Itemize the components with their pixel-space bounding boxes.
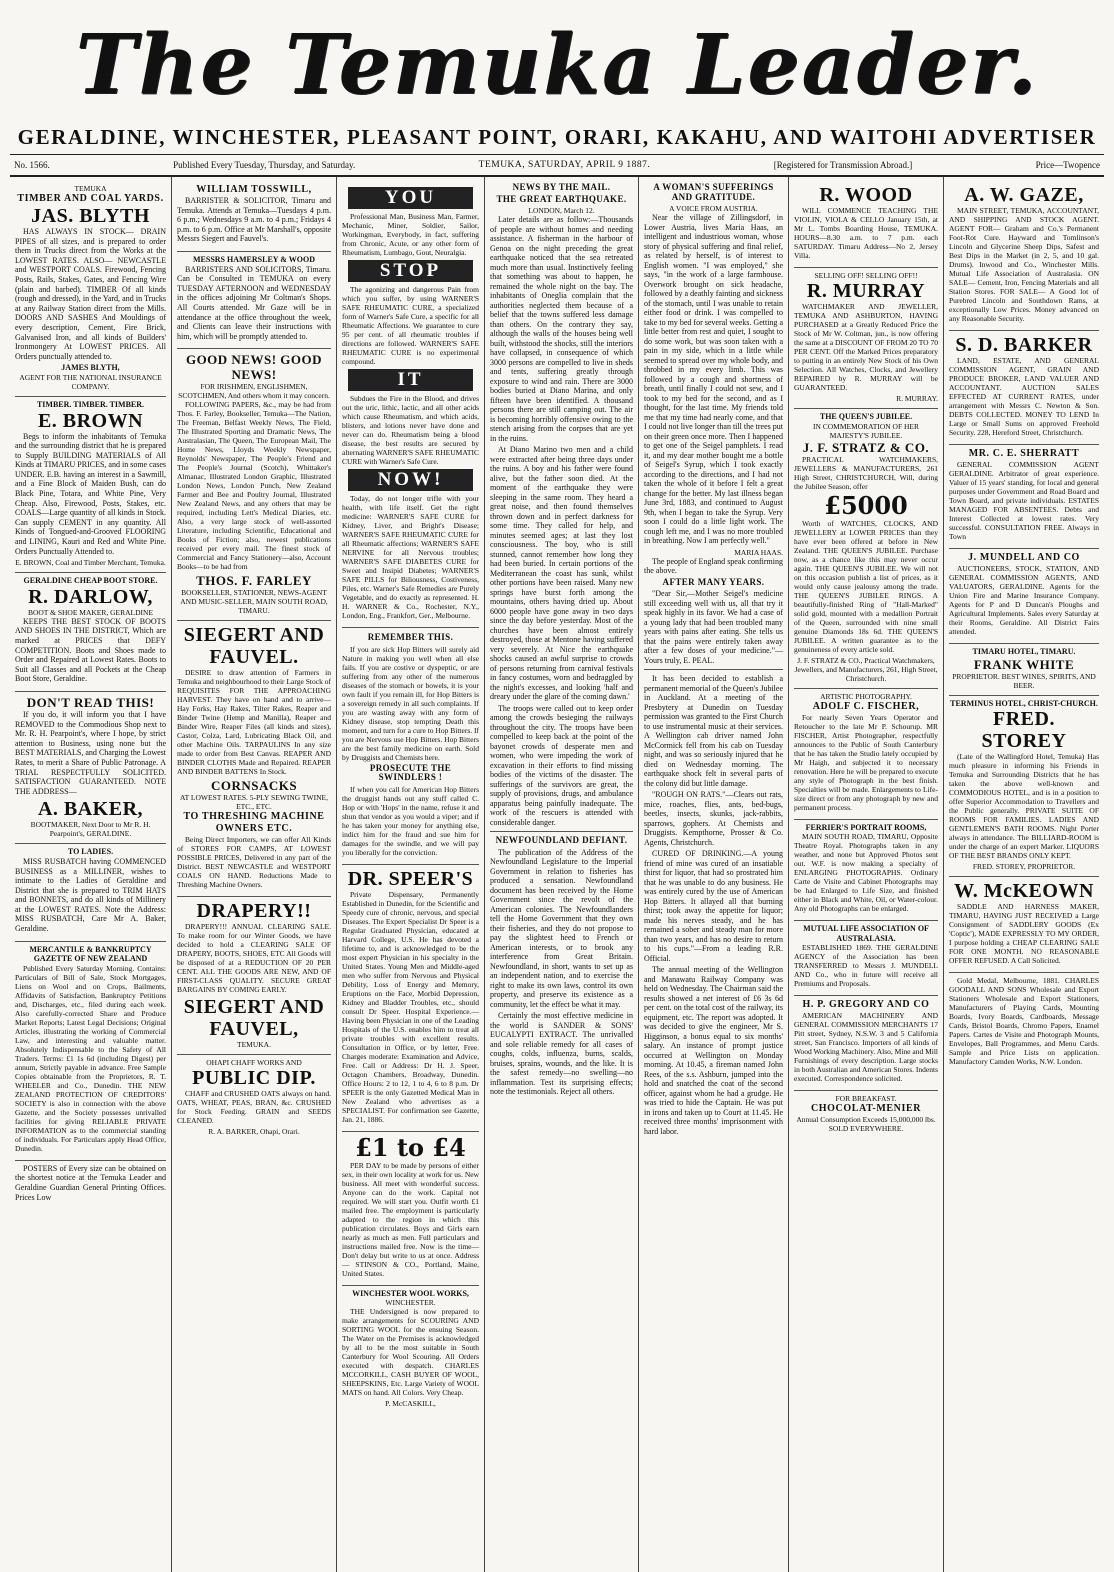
earthquake-paragraph: The troops were called out to keep order among the crowds besieging the railways throughout the city. The troops have been compelled to keep back at the point of the bayonet crowds of desperate men and women, who were impeding the work of excavation in their efforts to find missing bodies of the victims of the disaster. The sufferings of the survivors are great, the supply of provisions, drugs, and ambulance apparatus being painfully inadequate. The work of the rescuers is attended with considerable danger. [490, 703, 633, 827]
it-text: Subdues the Fire in the Blood, and drives out the uric, lithic, lactic, and all other acids which cause Rheumatism, and which acids, blisters, and lotions never have done and never can do. Rheumatism being a blood disease, the best results are secured by alternating WARNER'S SAFE RHEUMATIC CURE with Warner's Safe Cure. [342, 394, 479, 466]
blyth-body [15, 227, 166, 361]
murray-text: WATCHMAKER AND JEWELLER, TEMUKA AND ASHBURTON, HAVING PURCHASED at a Greatly Reduced Price the Stock of Mr W. Coltman, jun., is now offering the same at a DISCOUNT OF FROM 20 TO 70 PER CENT. Off the Marked Prices preparatory to putting in an entirely New Stock of his Own Selection. All Watches, Clocks, and Jewellery REPAIRED by R. MURRAY will be GUARANTEED. [794, 302, 938, 392]
speer-text: Private Dispensary, Permanently Established in Dunedin, for the Scientific and Speedy cure of chronic, nervous, and special Diseases. The Expert Specialist Dr Speer is a Regular Graduated Physician, educated at Harvard College, U.S. He has devoted a lifetime to, and is acknowledged to be the most expert Physician in his specialty in the United States. Young Men and Middle-aged men who suffer from Nervous and Physical Debility, Loss of Energy and Memory, Eruptions on the Face, Morbid Depression, Kidney and Bladder Troubles, etc., should consult Dr Speer. Hospital Experience.—Having been Physician in one of the Leading Hospitals of the U.S. enables him to treat all private troubles with excellent results. Consultation in Office, or by letter, Free. Charges moderate: Examination and Advice, Free. Call or Address: Dr H. J. Speer, Octagon Chambers, Broadway, Dunedin. Office Hours: 2 to 12, 1 to 4, 6 to 8 p.m. Dr SPEER is the only Gazetted Medical Man in New Zealand who advertises as a SPECIALIST. For confirmation see Gazette, Jan. 21, 1886. [342, 889, 479, 1124]
eucalypti-paragraph: Certainly the most effective medicine in the world is SANDER & SONS' EUCALYPTI EXTRACT. The unrivalled and sole reliable remedy for all cases of coughs, colds, influenza, burns, scalds, bruises, sprains, wounds, and the like. It is the safest remedy—no swelling—no inflammation. Test its surprising effects; note the testimonials. Reject all others. [490, 1011, 633, 1097]
blyth-signature: JAMES BLYTH, [61, 363, 120, 373]
brown-ad [15, 397, 166, 573]
barker-name: S. D. BARKER [955, 334, 1093, 356]
dip-ad [177, 1055, 331, 1141]
gregory-body [794, 1011, 938, 1083]
blyth-heading: TIMBER AND COAL YARDS. [17, 193, 164, 204]
posters-body [15, 1164, 166, 1202]
prosecute-heading: PROSECUTE THE SWINDLERS ! [369, 762, 452, 783]
drapery-text: DRAPERY!!! ANNUAL CLEARING SALE. To make room for our Winter Goods, we have decided to hold a CLEARING SALE OF DRAPERY, BOOTS, SHOES, ETC All Goods will be disposed of at a REDUCTION OF 20 PER CENT. ALL THE GOODS ARE NEW, AND OF FIRST-CLASS QUALITY. SECURE GREAT BARGAINS BY COMING EARLY. [177, 922, 331, 995]
baker-signature: BOOTMAKER, Next Door to Mr R. H. Pearpoint's, GERALDINE. [30, 820, 151, 839]
masthead [10, 6, 1104, 124]
stop-text: The agonizing and dangerous Pain from which you suffer, by using WARNER'S SAFE RHEUMATIC CURE, a specialized form of Warner's Safe Cure, a specific for all Rheumatic Affections. We guarantee to cure 95 per cent. of all rheumatic troubles if directions are followed. WARNER'S SAFE RHEUMATIC CURE is no experimental compound. [342, 285, 479, 366]
murray-name: R. MURRAY [806, 280, 926, 302]
you-heading: YOU [348, 187, 473, 209]
dip-sub: OHAPI CHAFF WORKS AND [206, 1058, 302, 1068]
posters-text: POSTERS of Every size can be obtained on the shortest notice at the Temuka Leader and Geraldine Guardian General Printing Offices. Prices Low [15, 1163, 166, 1202]
gregory-ad [794, 996, 938, 1091]
farley-name: THOS. F. FARLEY [196, 573, 312, 589]
stinson-ad [342, 1132, 479, 1286]
remember-body [342, 645, 479, 762]
stratz-top: THE QUEEN'S JUBILEE. [819, 412, 913, 421]
earthquake-paragraph: At Diano Marino two men and a child were extracted after being three days under the ruins. A boy and his father were found alive, but the father soon died. At the moment of the earthquake they were sleeping in the same room. They heard a great noise, and then found themselves thrown down and in perfect darkness for some time. They called for help, and minutes seemed ages; at last they lost consciousness. The boy, who is still stunned, cannot remember how long they had been buried. In certain portions of the Mediterranean the coast has sunk, whilst other portions have been raised. Many new springs have burst forth among the mountains, others having dried up. About 6000 people have gone away in two days since the day before yesterday. Most of the churches have been almost entirely destroyed, those at Mentone having suffered very severely. At Nice the earthquake shocks caused an awful surprise to crowds of persons returning from carnival festivals in fancy costumes, worn and bedraggled by the night's excesses, and looking 'half and dreary under the glare of the coming dawn.' [490, 445, 633, 702]
farley-ad [177, 349, 331, 621]
brown-signature: E. BROWN, Coal and Timber Merchant, Temuka. [15, 558, 166, 568]
darlow-top: GERALDINE CHEAP BOOT STORE. [23, 576, 158, 586]
rusbatch-top: TO LADIES. [67, 847, 114, 857]
woman-signature: MARIA HAAS. [734, 547, 783, 557]
woman-heading: A WOMAN'S SUFFERINGS AND GRATITUDE. [653, 182, 774, 202]
siegert-text: DESIRE to draw attention of Farmers in Temuka and neighbourhood to their Large Stock of REQUISITES FOR THE APPROACHING HARVEST. They have on hand and to arrive— Hay Forks, Hay Rakes, Tilter Rakes, Reaper and Binder Twine (Hemp and Manilla), Reaper and Binder Wire, Reaper Files (all kinds and sizes), Castor, Colza, Lard, Lubricating Black Oil, and other Machine Oils. TARPAULINS In any size made to order from Best Canvas. REAPER AND BINDER CLOTHS Made and Repaired. REAPER AND BINDER BATTENS In Stock. [177, 668, 331, 777]
storey-signature: FRED. STOREY, PROPRIETOR. [972, 862, 1076, 872]
fischer-ad [794, 689, 938, 820]
mundell-ad [949, 549, 1099, 644]
wool-heading: WINCHESTER WOOL WORKS, [352, 1288, 469, 1298]
baker-top: DON'T READ THIS! [26, 694, 155, 710]
siegert-ad [177, 621, 331, 897]
column-4 [485, 177, 639, 1572]
gregory-name: H. P. GREGORY AND CO [802, 999, 930, 1011]
column-3 [337, 177, 485, 1572]
stinson-body [342, 1161, 479, 1278]
dip-signature: R. A. BARKER, Ohapi, Orari. [208, 1127, 300, 1137]
newfoundland-paragraph: The publication of the Address of the Newfoundland Legislature to the Imperial Government in relation to fisheries has produced a sensation. Newfoundland document has been received by the Home Government since the revolt of the American colonies. The Newfoundlanders tell the Home Government that they own their fisheries, and they do not propose to pay the slightest heed to French or American interests, or to brook any interference from Great Britain. Newfoundland, in short, wants to set up as an independent nation, and to exercise the right to make its own laws, control its own property, and preserve its existence as a community, let the effect be what it may. [490, 847, 633, 1009]
drapery-body [177, 922, 331, 994]
wool-signature: P. McCASKILL, [385, 1399, 436, 1409]
hamersley-text: BARRISTERS AND SOLICITORS, Timaru. Can be Consulted in TEMUKA on every TUESDAY AFTERNOON and WEDNESDAY in the offices adjoining Mr Coltman's Shops. All Courts attended. Mr Gaze will be in attendance at the office throughout the week, and Clients can leave their instructions with him, which will be promptly attended to. [177, 264, 331, 341]
hamersley-ad [177, 252, 331, 349]
mundell-text: AUCTIONEERS, STOCK, STATION, AND GENERAL COMMISSION AGENTS, AND VALUATORS, GERALDINE. Agents for the Union Fire and Marine Insurance Company. Agents for P and D Duncan's Ploughs and Agricultural Implements. Sales every Saturday at their Rooms, Geraldine. All District Fairs attended. [949, 564, 1099, 636]
tosswill-text: BARRISTER & SOLICITOR, Timaru and Temuka. Attends at Temuka—Tuesdays 4 p.m. 6 p.m.; Wednesdays 9 a.m. to 4 p.m.; Fridays 4 p.m. to 6 p.m. Office at Mr Marshall's, opposite Messrs Siegert and Fauvel's. [177, 196, 331, 244]
blyth-text: HAS ALWAYS IN STOCK— DRAIN PIPES of all sizes, and is prepared to order them in Trucks direct from the Works at the LOWEST RATES. ALSO— NEWCASTLE and WESTPORT COALS. Firewood, Fencing Posts, Rails, Stakes, Gates, and Fencing Wire (plain and barbed). TIMBER Of all kinds (rough and dressed), in the Yard, and in Trucks at any Railway Station direct from the Mills. DOORS AND SASHES And Mouldings of every description, Cement, Fire Brick, Galvanised Iron, and all kinds of Builders' Ironmongery At LOWEST PRICES. All Orders punctually attended to. [15, 227, 166, 361]
speer-name: DR. SPEER'S [347, 867, 474, 890]
mckeown-name: W. McKEOWN [954, 880, 1094, 903]
farley-top: GOOD NEWS! GOOD NEWS! [185, 352, 323, 383]
cornsacks-heading: CORNSACKS [210, 778, 298, 794]
stratz-sub: IN COMMEMORATION OF HER MAJESTY'S JUBILEE. [812, 421, 920, 440]
gaze-text: MAIN STREET, TEMUKA, ACCOUNTANT, AND SHIPPING AND STOCK AGENT. AGENT FOR— Graham and Co.'s Permanent Foot-Rot Cure. Hayward and Tomlinson's Lincoln and Glycerine Sheep Dips, Safest and Best Dips in the Market (in 2, 5, and 10 gal. Drums). Inwood and Co., Winchester Mills. Mutual Life Association of Australasia. ON SALE— Cement, Iron, Fencing Materials and all Station Stores. FOR SALE— A Good lot of Purebred Lincoln and Southdown Rams, at exceptionally Low Prices. Money advanced on any Reasonable Security. [949, 206, 1099, 323]
mundell-name: J. MUNDELL AND CO [968, 552, 1080, 563]
wood-body [794, 206, 938, 260]
dip-text: CHAFF and CRUSHED OATS always on hand. OATS, WHEAT, PEAS, BRAN, &c. CRUSHED for Stock Feeding. GRAIN and SEEDS CLEANED. [177, 1089, 331, 1126]
newspaper-subtitle: GERALDINE, WINCHESTER, PLEASANT POINT, ORARI, KAKAHU, AND WAITOHI ADVERTISER [10, 124, 1104, 155]
siegert-sub-2: TEMUKA. [237, 1040, 271, 1050]
woman-paragraph: The people of England speak confirming the above. [644, 556, 783, 576]
earthquake-paragraph: Later details are as follow:—Thousands of people are without homes and needing assistance. A fisherman in the harbour of Genoa on the night preceding the great earthquake noticed that the sea retreated much more than usual. Instinctively feeling that something was about to happen, he remained the whole night on the bay. The inhabitants of Oneglia complain that the authorities neglected them because of a belief that the towns suffered less damage than others. On the contrary they say, although the walls of the houses being well built, withstood the shocks, still the interiors have collapsed, in consequence of which 3000 persons are compelled to live in sheds and tents, suffering greatly through exposure to wind and rain. There are 3000 bodies buried at Diano Marina, and only fifteen have been identified. A thousand persons there are still camping out. The air is becoming horribly offensive owing to the stench arising from the corpses that are yet in the ruins. [490, 215, 633, 443]
sherratt-ad [949, 445, 1099, 549]
stratz-text-2: Worth of WATCHES, CLOCKS, AND JEWELLERY at LOWER PRICES than they have ever been offered at before in New Zealand. THE QUEEN'S JUBILEE. Purchase now, as a chance like this may never occur again. THE QUEEN'S JUBILEE. We will not on this occasion publish a list of prices, as it would only cause jealousy among the trade. THE QUEEN'S JUBILEE RINGS. A beautifully-finished Ring of "Hall-Marked" solid gold, mounted with a medallion Portrait of the Queen, surrounded with nine small genuine Diamonds 18s 6d. THE QUEEN'S JUBILEE. A written guarantee as to the genuineness of every article sold. [794, 518, 938, 654]
farley-sub: FOR IRISHMEN, ENGLISHMEN, SCOTCHMEN, And others whom it may concern. [178, 382, 330, 401]
stratz-name: J. F. STRATZ & CO. [802, 439, 930, 455]
stratz-body [794, 455, 938, 491]
blyth-ad [15, 181, 166, 397]
baker-name: A. BAKER, [37, 798, 144, 821]
columns [10, 177, 1104, 1572]
baker-body [15, 710, 166, 796]
stinson-text: PER DAY to be made by persons of either sex, in their own locality at work for us. New business. All meet with wonderful success. Anyone can do the work. Capital not required. We will start you. Outfit worth £1 mailed free. The employment is particularly adapted to the region in which this publication circulates. Boys and Girls earn nearly as much as men. Full particulars and instructions mailed free. Now is the time—Don't delay but write to us at once. Address— STINSON & CO., Portland, Maine, United States. [342, 1160, 479, 1278]
farley-signature: BOOKSELLER, STATIONER, NEWS-AGENT AND MUSIC-SELLER, MAIN SOUTH ROAD, TIMARU. [180, 588, 328, 616]
news-heading: NEWS BY THE MAIL. [512, 182, 611, 192]
it-heading: IT [348, 369, 473, 391]
darlow-sub: BOOT & SHOE MAKER, GERALDINE [27, 607, 154, 617]
storey-body [949, 752, 1099, 860]
rusbatch-ad [15, 844, 166, 941]
now-body [342, 494, 479, 620]
wood-name: R. WOOD [819, 184, 913, 206]
news-article [490, 183, 633, 1097]
barker-text: LAND, ESTATE, AND GENERAL COMMISSION AGENT, GRAIN AND PRODUCE BROKER, LAND VALUER AND ACCOUNTANT. AUCTION SALES EFFECTED AT CURRENT RATES, under arrangement with Messrs C. Newton & Son. DEBTS COLLECTED. MONEY TO LEND In Large or Small Sums on approved Freehold Security. 228, Hereford Street, Christchurch. [949, 356, 1099, 437]
after-paragraph: "Dear Sir,—Mother Seigel's medicine still exceeding well with us, all that try it speak highly in its favor. We had a case of a young lady that had been troubled many years with pains after eating. She tells us that the pains were entirely taken away after a few doses of your medicine."—Yours truly, E. PEAL. [644, 589, 783, 665]
darlow-body [15, 617, 166, 684]
ferrier-name: FERRIER'S PORTRAIT ROOMS, [805, 822, 927, 832]
drapery-ad [177, 897, 331, 1055]
fischer-text: For nearly Seven Years Operator and Retoucher to the late Mr P. Schourup. MR FISCHER, Artist Photographer, respectfully announces to the Public of South Canterbury that he has taken the Studio lately occupied by Mr Haigh, and subjected it to necessary renovation. Here he will be prepared to execute any style of Photograph in the best finish. Specialties will be made. Enlargements to Life-size direct or from any photograph by new and permanent process. [794, 712, 938, 812]
darlow-name: R. DARLOW, [28, 585, 153, 608]
seigel-article [644, 183, 783, 1136]
siegert-body [177, 668, 331, 776]
gazette-text: Published Every Saturday Morning. Contains: Particulars of Bill of Sale, Stock Mortgages, Liens on Wool and on Crops, Bailments, Affidavits of Satisfaction, Bankruptcy Petitions and, Discharges, etc., filed during each week. Also carefully-corrected Share and Produce Market Reports; Latest Legal Decisions; Original Articles, illustrating the working of Commercial Law, and interesting and valuable matter. Absolutely Indispensable to the Safety of All Traders. Terms: £1 1s 6d (including Digest) per annum, Strictly payable in advance. Free Sample Copies obtainable from the Proprietors, R. T. WHEELER and Co., Dunedin. THE NEW ZEALAND PROTECTION OF CREDITORS' SOCIETY is also in connection with the above Gazette, and the Society possesses unrivalled facilities for giving RELIABLE PRIVATE INFORMATION as to the commercial standing of individuals. For Particulars apply Head Office, Dunedin. [15, 963, 166, 1153]
news-paragraph: It has been decided to establish a permanent memorial of the Queen's Jubilee in Auckland. At a meeting of the Presbytery at Dunedin on Tuesday permission was granted to the First Church to use instrumental music at their services. A Wellington cab driver named John McCormick fell from his cab on Tuesday night, and was so seriously injured that he died on Wednesday morning. The earthquake shock felt in several parts of the colony did but little damage. [644, 674, 783, 788]
ferrier-body [794, 832, 938, 913]
divider [644, 669, 783, 670]
newspaper-title: The Temuka Leader. [75, 17, 1039, 113]
brown-top: TIMBER. TIMBER. TIMBER. [36, 399, 145, 409]
posters-ad [15, 1161, 166, 1209]
issue-number: No. 1566. [14, 160, 50, 170]
brown-body [15, 432, 166, 557]
brown-name: E. BROWN [37, 409, 144, 432]
tosswill-body [177, 196, 331, 244]
murray-ad [794, 268, 938, 409]
gazette-ad [15, 942, 166, 1161]
stratz-body-2 [794, 519, 938, 654]
mutual-heading: MUTUAL LIFE ASSOCIATION OF AUSTRALASIA. [803, 924, 929, 943]
threshing-heading: TO THRESHING MACHINE OWNERS ETC. [183, 811, 325, 835]
mckeown-text: SADDLE AND HARNESS MAKER, TIMARU, HAVING JUST RECEIVED a Large Consignment of SADDLERY GOODS (Ex 'Coptic'), MADE EXPRESSLY TO MY ORDER, I purpose holding a CHEAP CLEARING SALE FOR ONE MONTH. NO REASONABLE OFFER REFUSED. A Call Solicited. [949, 902, 1099, 966]
siegert-name: SIEGERT AND FAUVEL. [183, 624, 325, 669]
tosswill-name: WILLIAM TOSSWILL, [196, 184, 312, 195]
wool-sub: WINCHESTER. [385, 1298, 436, 1308]
tosswill-ad [177, 181, 331, 252]
wood-text: WILL COMMENCE TEACHING THE VIOLIN, VIOLA & CELLO January 15th, at Mr L. Tombs Boarding House, TEMUKA. HOURS—8.30 a.m. to 7 p.m. each SATURDAY. Timaru Address—No 2, Jersey Villa. [794, 206, 938, 260]
fischer-body [794, 713, 938, 812]
fischer-name: ADOLF C. FISCHER, [812, 700, 920, 712]
cornsacks-sub: AT LOWEST RATES. 5-PLY SEWING TWINE, ETC., ETC. [180, 793, 328, 812]
gazette-heading: MERCANTILE & BANKRUPTCY GAZETTE OF NEW ZEALAND [29, 944, 152, 964]
rusbatch-text: MISS RUSBATCH having COMMENCED BUSINESS as a MILLINER, wishes to intimate to the Ladies of Geraldine and District that she is prepared to TRIM HATS and BONNETS, and do all kinds of Millinery at the LOWEST RATES. Note the Address: MISS RUSBATCH, Care Mr A. Baker, Geraldine. [15, 856, 166, 934]
gazette-body [15, 964, 166, 1153]
registration-note: [Registered for Transmission Abroad.] [773, 160, 913, 170]
rusbatch-body [15, 857, 166, 934]
blyth-agent: AGENT FOR THE NATIONAL INSURANCE COMPANY. [19, 372, 162, 391]
darlow-text: KEEPS THE BEST STOCK OF BOOTS AND SHOES IN THE DISTRICT, Which are marked at PRICES that DEFY COMPETITION. Boots and Shoes made to Order and Repaired at Lowest Rates. Boots to Suit all Classes and all Pockets at the Cheap Boot Store, Geraldine. [15, 616, 166, 684]
news-paragraph: CURED OF DRINKING.—A young friend of mine was cured of an insatiable thirst for liquor, that had so prostrated him that he was unable to do any business. He was entirely cured by the use of American Hop Bitters. It allayed all that burning thirst; took away the appetite for liquor; made his nerves steady, and he has remained a sober and steady man for more than two years, and has no desire to return to his cups."—From a leading R.R. Official. [644, 849, 783, 963]
stinson-heading: £1 to £4 [355, 1132, 466, 1162]
barker-body [949, 356, 1099, 437]
storey-text: (Late of the Wallingford Hotel, Temuka) Has much pleasure in informing his Friends in Temuka and Surrounding Districts that he has taken the above well-known and COMMODIOUS HOTEL, and is in a position to offer Superior Accommodation to Travellers and the Public generally. PRIVATE SUITE OF ROOMS FOR FAMILIES. LADIES AND GENTLEMEN'S BATH ROOMS. Night Porter always in attendance. The BILLIARD-ROOM is under the charge of an expert Marker. LIQUORS OF THE BEST BRANDS ONLY KEPT. [949, 752, 1099, 861]
stop-body [342, 285, 479, 366]
gregory-text: AMERICAN MACHINERY AND GENERAL COMMISSION MERCHANTS 17 Pitt street, Sydney, N.S.W. 3 and 5 California street, San Francisco. Importers of all kinds of Wood Working Machinery. Also, Mine and Mill Furnishings of every description. Large stocks in both Australian and American Stores. Indents executed. Correspondence solicited. [794, 1011, 938, 1084]
stratz-ad [794, 409, 938, 689]
storey-name: FRED. STOREY [981, 708, 1067, 753]
murray-top: SELLING OFF! SELLING OFF!! [814, 271, 918, 280]
mutual-ad [794, 921, 938, 996]
wool-ad [342, 1286, 479, 1414]
publication-frequency: Published Every Tuesday, Thursday, and Saturday. [173, 160, 356, 170]
you-body [342, 212, 479, 257]
siegert-name-2: SIEGERT AND FAUVEL, [183, 996, 325, 1041]
wool-body [342, 1307, 479, 1397]
woman-paragraph: Near the village of Zillingsdorf, in Lower Austria, lives Maria Haas, an intelligent and industrious woman, whose story of physical suffering and final relief, as related by herself, is of interest to English women. "I was employed," she says, "in the work of a large farmhouse. Overwork brought on sick headache, followed by a deathly fainting and sickness of the stomach, until I was unable to retain either food or drink. I was compelled to take to my bed for several weeks. Getting a little better from rest and quiet, I sought to do some work, but was soon taken with a pain in my side, which in a little while seemed to spread over my whole body, and throbbed in my every limb. This was followed by a cough and shortness of breath, until finally I could not sew, and I took to my bed for the second, and as I thought, for the last time. My friends told me that my time had nearly come, and that I could not live longer than till the trees put on their green once more. Then I happened to get one of the Seigel pamphlets. I read it, and my dear mother bought me a bottle of Seigel's Syrup, which I took exactly according to the directions, and I had not taken the whole of it before I felt a great change for the better. My last illness began June 3rd, 1883, and continued to August 9th, when I began to take the Syrup. Very soon I could do a little light work. The cough left me, and I was no more troubled in breathing. Now I am perfectly well." [644, 213, 783, 546]
menier-top: FOR BREAKFAST. [835, 1094, 897, 1104]
it-body [342, 394, 479, 466]
blyth-name: JAS. BLYTH [31, 205, 150, 227]
column-6 [789, 177, 944, 1572]
gaze-name: A. W. GAZE, [964, 184, 1084, 206]
hotel-body: PROPRIETOR. BEST WINES, SPIRITS, AND BEER. [952, 671, 1096, 690]
dateline-bar [10, 155, 1104, 177]
farley-text: FOLLOWING PAPERS, &c., may be had from Thos. F. Farley, Bookseller, Temuka—The Nation, The Freeman, Belfast Weekly News, The Field, The Illustrated Sporting and Dramatic News, The Australasian, The Queen, The European Mail, The Home News, Lloyds Weekly Newspaper, Reynolds' Newspaper, The People's Friend and The People's Journal (Scotch), Whittaker's Almanac, Illustrated London Graphic, Illustrated London News, London Punch, New Zealand Farmer and Bee and Poultry Journal, Illustrated New Zealand News, and any others that may be required, including Lett's Medical Diaries, etc. Also, a very large stock of well-assorted Literature, including Scientific, Educational and Books of Fiction; also, newest publications received per every mail. The finest stock of Commercial and Fancy Stationery—also, Account Books—to be had from [177, 400, 331, 572]
goodall-text: Gold Medal, Melbourne, 1881. CHARLES GOODALL AND SONS Wholesale and Export Stationers Wholesale and Export Stationers, Manufacturers of Playing Cards, Mounting Boards, Ivory Boards, Cardboards, Message Cards, Bristol Boards, Chromo Papers, Enamel Papers. Cartes de Visite and Photograph Mounts, Envelopes, Ball Programmes, and Menu Cards. Sample and Price Lists on application. Manufactory Camden Works, N.W. London. [949, 976, 1099, 1067]
remember-heading: REMEMBER THIS. [367, 632, 454, 642]
sherratt-body [949, 460, 1099, 541]
gaze-body [949, 206, 1099, 323]
now-heading: NOW! [348, 469, 473, 491]
storey-heading: TERMINUS HOTEL, CHRIST-CHURCH. [950, 698, 1098, 708]
dip-heading: PUBLIC DIP. [192, 1067, 316, 1090]
stop-heading: STOP [348, 260, 473, 282]
newfoundland-heading: NEWFOUNDLAND DEFIANT. [495, 835, 628, 846]
menier-name: CHOCOLAT-MENIER [810, 1103, 922, 1115]
fischer-top: ARTISTIC PHOTOGRAPHY. [820, 691, 912, 701]
now-text: Today, do not longer trifle with your health, with life itself. Get the right medicine: WARNER'S SAFE CURE for Kidney, Liver, and Bright's Disease; WARNER'S SAFE RHEUMATIC CURE for all Rheumatic affections; WARNER'S SAFE NERVINE for all Nervous troubles; WARNER'S SAFE DIABETES CURE for Sweet and Insipid Diabetes; WARNER'S SAFE PILLS for Biliousness, Costiveness, Piles, etc. Warner's Safe Remedies are Purely Vegetable, and do exactly as represented. H. H. WARNER & Co., Rochester, N.Y., London, Eng., Frankfort, Ger., Melbourne. [342, 494, 479, 620]
darlow-ad [15, 573, 166, 692]
brown-text: Begs to inform the inhabitants of Temuka and the surrounding district that he is prepared to Supply BUILDING MATERIALS of All Kinds at TIMARU PRICES, and in some cases UNDER. E.B. having an interest in a Sawmill, and a Fine Block of Maiden Bush, can do Black Pine, Totara, and White Pine, Very Cheap. Also, Firewood, Posts, Stakes, etc. COALS—Large quantity of all kinds in Stock. Can supply CEMENT in any quantity. All Kinds of Tongued-and-Grooved FLOORING and LINING, Kauri and Red and White Pine. Orders Punctually Attended to. [15, 431, 166, 556]
mckeown-body [949, 902, 1099, 965]
earthquake-heading: THE GREAT EARTHQUAKE. [496, 193, 627, 204]
farley-body [177, 400, 331, 571]
menier-ad [794, 1091, 938, 1138]
news-paragraph: The annual meeting of the Wellington and Manawatu Railway Company was held on Wednesday. The Chairman said the results showed a net interest of £6 3s 6d per cent. on the total cost of the railway, its equipment, etc. The report was adopted. It was decided to give the engineer, Mr S. Higginson, a bonus equal to six months' salary. An instance of prompt justice occurred at Wellington on Monday morning. At 10.45, a fireman named John Rees, of the s.s. Ashburn, jumped into the hold and snatched the coat of the second officer, against whom he had a grudge. He was tried to hide the Captain. He was put in irons and taken up to Court at 11.45. He received three months' imprisonment with hard labor. [644, 965, 783, 1136]
goodall-body [949, 976, 1099, 1066]
ferrier-text: MAIN SOUTH ROAD, TIMARU, Opposite Theatre Royal. Photographs taken in any weather, and none but Approved Photos sent out. W.F. is now making a specialty of ENLARGING PHOTOGRAPHS. Ordinary Carte de Visite and Cabinet Photographs may be had Enlarged to Life Size, and finished either in Black and White, Oil, or Water-colour. Any old Photographs can be enlarged. [794, 832, 938, 914]
price: Price—Twopence [1035, 160, 1100, 170]
hotel-name: FRANK WHITE [973, 656, 1075, 672]
wood-ad [794, 181, 938, 268]
hamersley-heading: MESSRS HAMERSLEY & WOOD [192, 254, 316, 264]
gaze-ad [949, 181, 1099, 331]
threshing-text: Being Direct Importers, we can offer All Kinds of STORES FOR CAMPS, AT LOWEST POSSIBLE PRICES, Delivered in any part of the District. BEST NEWCASTLE and WESTPORT COALS ON HAND. Reductions Made to Threshing Machine Owners. [177, 835, 331, 890]
woman-sub: A VOICE FROM AUSTRIA. [669, 204, 758, 214]
threshing-body [177, 835, 331, 889]
menier-body: Annual Consumption Exceeds 15,000,000 lbs. SOLD EVERYWHERE. [796, 1115, 936, 1134]
after-heading: AFTER MANY YEARS. [662, 576, 765, 587]
hop-bitters-ad [342, 628, 479, 865]
prosecute-body [342, 785, 479, 857]
news-paragraph: "ROUGH ON RATS."—Clears out rats, mice, roaches, flies, ants, bed-bugs, beetles, insects, skunks, jack-rabbits, sparrows, gophers. At Chemists and Druggists. Kempthorne, Prosser & Co. Agents, Christchurch. [644, 790, 783, 847]
murray-signature: R. MURRAY. [896, 394, 938, 403]
stratz-signature: J. F. STRATZ & CO., Practical Watchmakers, Jewellers, and Manufacturers, 261, High Street, Christchurch. [794, 655, 938, 683]
storey-ad [949, 696, 1099, 878]
barker-ad [949, 331, 1099, 445]
sherratt-name: MR. C. E. SHERRATT [968, 448, 1080, 459]
sherratt-text: GENERAL COMMISSION AGENT GERALDINE. Arbitrator of great experience. Valuer of 15 years' standing, for local and general purposes under Government and Road Board and Town Board, and private individuals. ESTATES MANAGED FOR ABSENTEES. Debts and Interest Collected at lowest rates. Very successful. CONSULTATION FREE. Always in Town [949, 460, 1099, 541]
hotel-heading: TIMARU HOTEL, TIMARU. [972, 647, 1076, 656]
mutual-text: ESTABLISHED 1869. THE GERALDINE AGENCY of the Association has been TRANSFERRED to Messrs J. MUNDELL AND Co., who in future will receive all Premiums and Proposals. [794, 943, 938, 989]
divider [490, 831, 633, 832]
column-2 [172, 177, 337, 1572]
murray-body [794, 302, 938, 392]
stratz-text: PRACTICAL WATCHMAKERS, JEWELLERS & MANUFACTURERS, 261 High Street, CHRISTCHURCH, Will, during the Jubilee Season, offer [794, 454, 938, 491]
column-5 [639, 177, 789, 1572]
blyth-place: TEMUKA [74, 184, 107, 193]
hamersley-body [177, 265, 331, 342]
ferrier-ad [794, 820, 938, 922]
baker-text: If you do, it will inform you that I have REMOVED to the Commodious Shop next to Mr. R. H. Pearpoint's, where I hope, by strict attention to Business, using none but the BEST MATERIALS, and Charging the Lowest Rates, to merit a Share of Public Patronage. A TRIAL RESPECTFULLY SOLICITED. SATISFACTION GUARANTEED. NOTE THE ADDRESS— [15, 709, 166, 796]
mckeown-ad [949, 877, 1099, 973]
remember-text: If you are sick Hop Bitters will surely aid Nature in making you well when all else fails. If you are costive or dyspeptic, or are suffering from any other of the numerous diseases of the stomach or bowels, it is your own fault if you remain ill, for Hop Bitters is a sovereign remedy in all such complaints. If you are wasting away with any form of Kidney disease, stop tempting Death this moment, and turn for a cure to Hop Bitters. If you are Nervous use Hop Bitters. Hop Bitters are the best family medicine on earth. Sold by Druggists and Chemists here. [342, 644, 479, 762]
speer-body [342, 890, 479, 1124]
column-7 [944, 177, 1104, 1572]
stratz-amount: £5000 [824, 490, 908, 520]
baker-ad [15, 692, 166, 844]
prosecute-text: If when you call for American Hop Bitters the druggist hands out any stuff called C. Hop or with 'Hops' in the name, refuse it and shun that vendor as you would a viper; and if he has taken your money for anything else, indict him for the fraud and sue him for damages for the swindle, and we will pay you liberally for the conviction. [342, 784, 479, 857]
drapery-heading: DRAPERY!! [196, 900, 312, 923]
publication-date: TEMUKA, SATURDAY, APRIL 9 1887. [478, 160, 651, 170]
mundell-body [949, 564, 1099, 636]
wool-text: THE Undersigned is now prepared to make arrangements for SCOURING AND SORTING WOOL for the ensuing Season. The Water on the Premises is acknowledged by all to be the most suitable in South Canterbury for Wool Scouring. All Orders executed with despatch. CHARLES MCCORKILL, CASH BUYER OF WOOL, SHEEPSKINS, Etc. Large Variety of WOOL MATS on hand. All Colors. Very Cheap. [342, 1307, 479, 1398]
dip-body [177, 1089, 331, 1125]
warner-ad [342, 181, 479, 628]
you-text: Professional Man, Business Man, Farmer, Mechanic, Miner, Soldier, Sailor, Workingman, Everybody, in fact, suffering from Chronic, Acute, or any other form of Rheumatism, Lumbago, Gout, Neuralgia. [342, 212, 479, 257]
speer-ad [342, 865, 479, 1132]
column-1 [10, 177, 172, 1572]
earthquake-dateline: LONDON, March 12. [528, 206, 595, 216]
goodall-ad [949, 973, 1099, 1073]
timaru-hotel-ad [949, 644, 1099, 696]
mutual-body [794, 943, 938, 988]
